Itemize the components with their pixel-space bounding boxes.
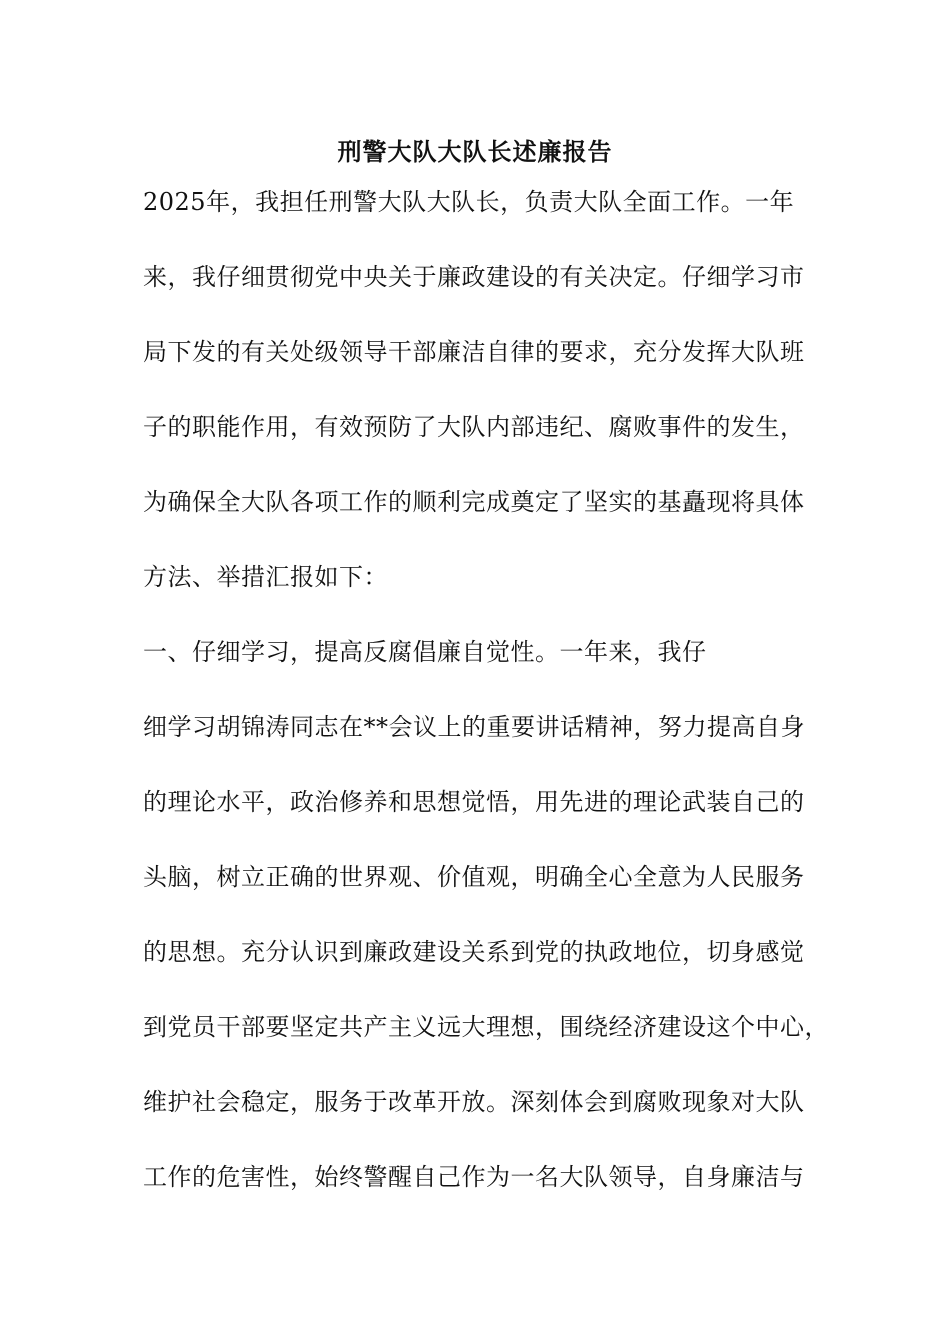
body-line-2: 来，我仔细贯彻党中央关于廉政建设的有关决定。仔细学习市 xyxy=(143,263,805,291)
body-line-14: 工作的危害性，始终警醒自己作为一名大队领导，自身廉洁与 xyxy=(143,1163,805,1191)
body-line-13: 维护社会稳定，服务于改革开放。深刻体会到腐败现象对大队 xyxy=(143,1088,805,1116)
body-line-5: 为确保全大队各项工作的顺利完成奠定了坚实的基矗现将具体 xyxy=(143,488,805,516)
body-line-10: 头脑，树立正确的世界观、价值观，明确全心全意为人民服务 xyxy=(143,863,805,891)
body-line-4: 子的职能作用，有效预防了大队内部违纪、腐败事件的发生， xyxy=(143,413,805,441)
body-line-1: 2025年，我担任刑警大队大队长，负责大队全面工作。一年 xyxy=(143,188,795,216)
body-line-12: 到党员干部要坚定共产主义远大理想，围绕经济建设这个中心， xyxy=(143,1013,829,1041)
body-line-3: 局下发的有关处级领导干部廉洁自律的要求，充分发挥大队班 xyxy=(143,338,805,366)
body-line-11: 的思想。充分认识到廉政建设关系到党的执政地位，切身感觉 xyxy=(143,938,805,966)
body-line-8: 细学习胡锦涛同志在**会议上的重要讲话精神，努力提高自身 xyxy=(143,713,805,741)
body-line-7: 一、仔细学习，提高反腐倡廉自觉性。一年来，我仔 xyxy=(143,638,707,666)
body-line-6: 方法、举措汇报如下： xyxy=(143,563,388,591)
page-title: 刑警大队大队长述廉报告 xyxy=(337,137,613,166)
body-line-9: 的理论水平，政治修养和思想觉悟，用先进的理论武装自己的 xyxy=(143,788,805,816)
